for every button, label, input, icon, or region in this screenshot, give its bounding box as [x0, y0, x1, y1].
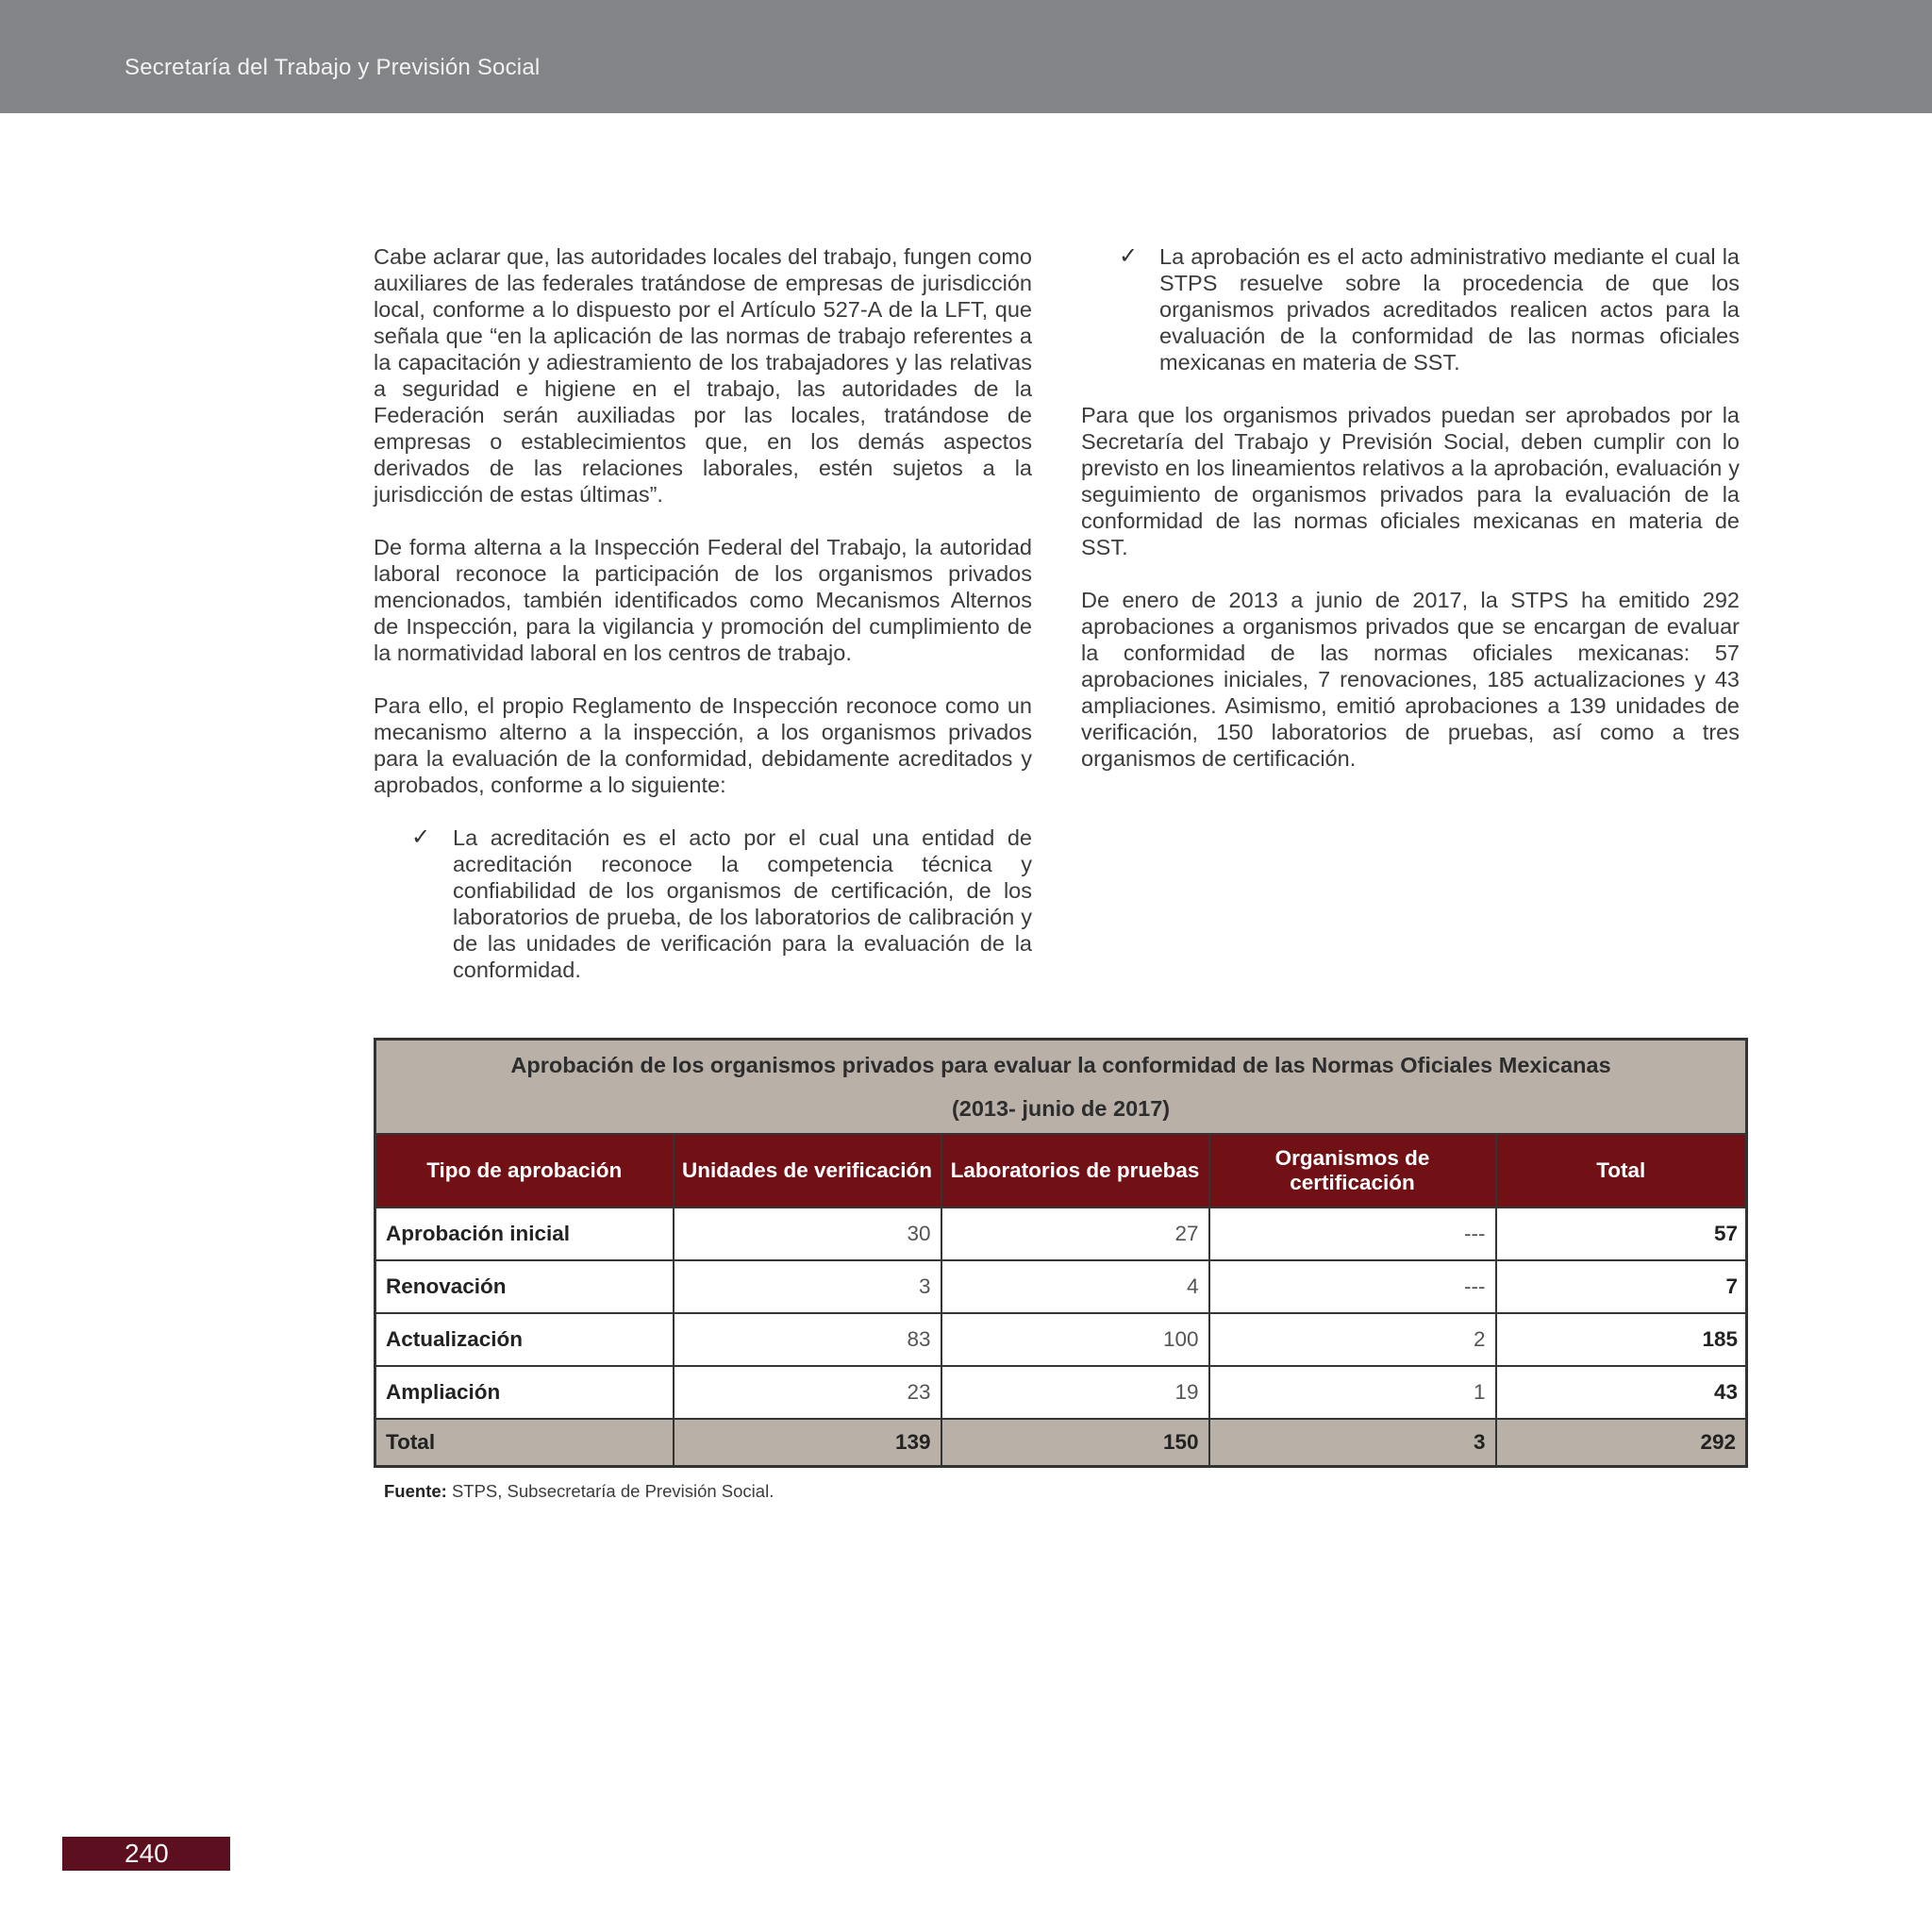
checkmark-icon: ✓ [1119, 243, 1139, 269]
row-total-cell: 7 [1496, 1260, 1747, 1313]
table-row [375, 1366, 1747, 1419]
table-cell: 30 [674, 1208, 941, 1260]
checkmark-icon: ✓ [411, 824, 431, 850]
table-cell: 23 [674, 1366, 941, 1419]
table-cell: 139 [674, 1419, 941, 1467]
table-cell: 150 [941, 1419, 1209, 1467]
approvals-table [374, 1038, 1748, 1468]
paragraph: De enero de 2013 a junio de 2017, la STPS ha emitido 292 aprobaciones a organismos privados que se encargan de evaluar la conformidad de las normas oficiales mexicanas: 57 aprobaciones iniciales, 7 renovaciones, 185 actualizaciones y 43 ampliaciones. Asimismo, emitió aprobaciones a 139 unidades de verificación, 150 laboratorios de pruebas, así como a tres organismos de certificación. [1081, 588, 1740, 771]
row-total-cell: 185 [1496, 1313, 1747, 1366]
table-cell: 3 [1209, 1419, 1496, 1467]
table-row [375, 1313, 1747, 1366]
column-header: Organismos de certificación [1209, 1134, 1496, 1208]
table-header-row [375, 1134, 1747, 1208]
table-caption [375, 1040, 1747, 1135]
column-header: Total [1496, 1134, 1747, 1208]
table-period: (2013- junio de 2017) [951, 1096, 1171, 1121]
row-label: Actualización [375, 1313, 674, 1366]
table-cell: 83 [674, 1313, 941, 1366]
table-cell: 3 [674, 1260, 941, 1313]
left-text-column [374, 243, 1032, 1009]
row-label: Ampliación [375, 1366, 674, 1419]
source-text: STPS, Subsecretaría de Previsión Social. [446, 1481, 774, 1501]
row-total-cell: 57 [1496, 1208, 1747, 1260]
paragraph: De forma alterna a la Inspección Federal del Trabajo, la autoridad laboral reconoce la participación de los organismos privados mencionados, también identificados como Mecanismos Alternos de Inspección, para la vigilancia y promoción del cumplimiento de la normatividad laboral en los centros de trabajo. [374, 535, 1032, 665]
table-cell: 2 [1209, 1313, 1496, 1366]
row-label: Total [375, 1419, 674, 1467]
table-cell: 100 [941, 1313, 1209, 1366]
checklist-item-text: La acreditación es el acto por el cual una entidad de acreditación reconoce la competencia técnica y confiabilidad de los organismos de certificación, de los laboratorios de prueba, de los laboratorios de calibración y de las unidades de verificación para la evaluación de la conformidad. [453, 825, 1032, 982]
page-number: 240 [125, 1839, 169, 1868]
table-cell: --- [1209, 1260, 1496, 1313]
table-total-row [375, 1419, 1747, 1467]
approvals-table-block [374, 1038, 1745, 1468]
checklist-item [1081, 243, 1740, 375]
table-cell: 1 [1209, 1366, 1496, 1419]
table-cell: 27 [941, 1208, 1209, 1260]
table-row [375, 1208, 1747, 1260]
grand-total-cell: 292 [1496, 1419, 1747, 1467]
checklist-item [374, 824, 1032, 983]
table-source-note [384, 1481, 774, 1502]
source-label: Fuente: [384, 1481, 447, 1501]
row-label: Renovación [375, 1260, 674, 1313]
running-header-title: Secretaría del Trabajo y Previsión Social [125, 55, 541, 80]
column-header: Tipo de aprobación [375, 1134, 674, 1208]
table-cell: 4 [941, 1260, 1209, 1313]
column-header: Unidades de verificación [674, 1134, 941, 1208]
row-label: Aprobación inicial [375, 1208, 674, 1260]
right-text-column [1081, 243, 1740, 798]
table-title: Aprobación de los organismos privados para evaluar la conformidad de las Normas Oficiales Mexicanas [510, 1053, 1611, 1077]
checklist-item-text: La aprobación es el acto administrativo mediante el cual la STPS resuelve sobre la procedencia de que los organismos privados acreditados realicen actos para la evaluación de la conformidad de las normas oficiales mexicanas en materia de SST. [1159, 244, 1740, 375]
table-cell: 19 [941, 1366, 1209, 1419]
table-row [375, 1260, 1747, 1313]
paragraph: Para que los organismos privados puedan ser aprobados por la Secretaría del Trabajo y Previsión Social, deben cumplir con lo previsto en los lineamientos relativos a la aprobación, evaluación y seguimiento de organismos privados para la evaluación de la conformidad de las normas oficiales mexicanas en materia de SST. [1081, 403, 1740, 559]
row-total-cell: 43 [1496, 1366, 1747, 1419]
column-header: Laboratorios de pruebas [941, 1134, 1209, 1208]
table-cell: --- [1209, 1208, 1496, 1260]
paragraph: Cabe aclarar que, las autoridades locales del trabajo, fungen como auxiliares de las federales tratándose de empresas de jurisdicción local, conforme a lo dispuesto por el Artículo 527-A de la LFT, que señala que “en la aplicación de las normas de trabajo referentes a la capacitación y adiestramiento de los trabajadores y las relativas a seguridad e higiene en el trabajo, las autoridades de la Federación serán auxiliadas por las locales, tratándose de empresas o establecimientos que, en los demás aspectos derivados de las relaciones laborales, estén sujetos a la jurisdicción de estas últimas”. [374, 244, 1032, 507]
paragraph: Para ello, el propio Reglamento de Inspección reconoce como un mecanismo alterno a la inspección, a los organismos privados para la evaluación de la conformidad, debidamente acreditados y aprobados, conforme a lo siguiente: [374, 693, 1032, 797]
